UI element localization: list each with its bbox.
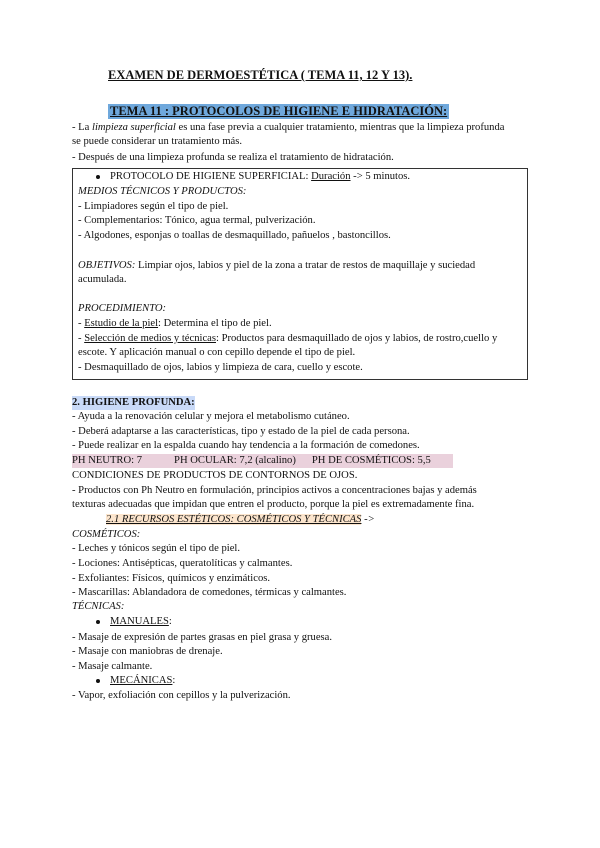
intro-line-1: - La limpieza superficial es una fase previa a cualquier tratamiento, mientras que la limpieza profunda [72,122,505,133]
cosmeticos-heading: COSMÉTICOS: [72,529,141,540]
seleccion-line: - Selección de medios y técnicas: Productos para desmaquillado de ojos y labios, de rostro,cuello y [78,333,498,344]
condiciones-heading: CONDICIONES DE PRODUCTOS DE CONTORNOS DE OJOS. [72,470,358,481]
ph-neutro: PH NEUTRO: 7 [72,455,143,466]
bullet-icon [96,679,100,683]
section1-heading: TEMA 11 : PROTOCOLOS DE HIGIENE E HIDRATACIÓN: [110,104,448,118]
objetivos-line-2: acumulada. [78,274,127,285]
medios-item: - Complementarios: Tónico, agua termal, pulverización. [78,215,316,226]
intro-line-2: se puede considerar un tratamiento más. [72,136,243,147]
bullet-icon [96,175,100,179]
manuales-item: - Masaje con maniobras de drenaje. [72,646,223,657]
medios-item: - Algodones, esponjas o toallas de desmaquillado, pañuelos , bastoncillos. [78,230,391,241]
ph-row [72,454,453,468]
condiciones-line: texturas adecuadas que impidan que entren el producto, porque la piel es extremadamente fina. [72,499,475,510]
recursos-heading: 2.1 RECURSOS ESTÉTICOS: COSMÉTICOS Y TÉCNICAS -> [106,514,375,525]
cosmeticos-item: - Exfoliantes: Físicos, químicos y enzimáticos. [72,573,271,584]
medios-item: - Limpiadores según el tipo de piel. [78,201,229,212]
cosmeticos-item: - Leches y tónicos según el tipo de piel. [72,543,240,554]
manuales-item: - Masaje calmante. [72,661,153,672]
objetivos-line: OBJETIVOS: Limpiar ojos, labios y piel de la zona a tratar de restos de maquillaje y suciedad [78,260,476,271]
cosmeticos-item: - Mascarillas: Ablandadora de comedones, térmicas y calmantes. [72,587,347,598]
manuales-item: - Masaje de expresión de partes grasas en piel grasa y gruesa. [72,632,333,643]
manuales-heading: MANUALES: [96,615,172,629]
estudio-line: - Estudio de la piel: Determina el tipo de piel. [78,318,272,329]
section2-heading: 2. HIGIENE PROFUNDA: [72,397,195,408]
medios-heading: MEDIOS TÉCNICOS Y PRODUCTOS: [78,186,247,197]
section2-line: - Puede realizar en la espalda cuando hay tendencia a la formación de comedones. [72,440,420,451]
mecanicas-heading: MECÁNICAS: [96,674,175,688]
ph-ocular: PH OCULAR: 7,2 (alcalino) [174,455,296,466]
condiciones-line: - Productos con Ph Neutro en formulación, principios activos a concentraciones bajas y además [72,485,477,496]
bullet-icon [96,620,100,624]
procedimiento-heading: PROCEDIMIENTO: [78,303,167,314]
protocol-line: PROTOCOLO DE HIGIENE SUPERFICIAL: Duración -> 5 minutos. [96,170,410,184]
desmaquillado-line: - Desmaquillado de ojos, labios y limpieza de cara, cuello y escote. [78,362,363,373]
cosmeticos-item: - Lociones: Antisépticas, queratolíticas y calmantes. [72,558,293,569]
seleccion-line-2: escote. Y aplicación manual o con cepillo depende el tipo de piel. [78,347,356,358]
tecnicas-heading: TÉCNICAS: [72,601,125,612]
intro-line-3: - Después de una limpieza profunda se realiza el tratamiento de hidratación. [72,152,394,163]
ph-cosmeticos: PH DE COSMÉTICOS: 5,5 [311,455,431,466]
mecanicas-item: - Vapor, exfoliación con cepillos y la pulverización. [72,690,291,701]
section2-line: - Deberá adaptarse a las características, tipo y estado de la piel de cada persona. [72,426,410,437]
document-title: EXAMEN DE DERMOESTÉTICA ( TEMA 11, 12 Y 13). [108,68,413,82]
section2-line: - Ayuda a la renovación celular y mejora el metabolismo cutáneo. [72,411,350,422]
